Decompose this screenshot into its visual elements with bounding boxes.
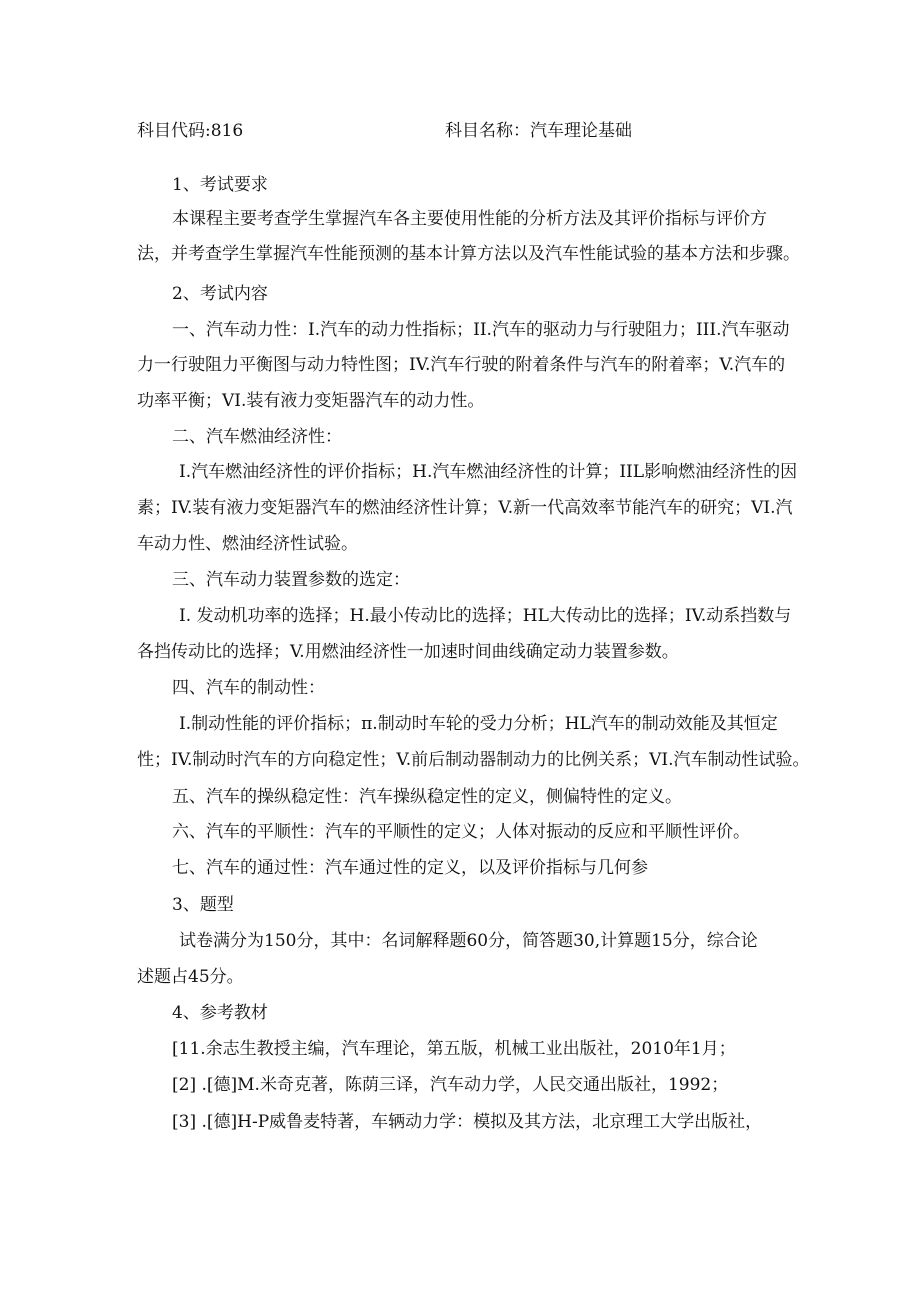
section-heading: 4、参考教材 xyxy=(172,1003,268,1023)
paragraph-line: 六、汽车的平顺性：汽车的平顺性的定义；人体对振动的反应和平顺性评价。 xyxy=(172,822,750,842)
subject-name: 科目名称：汽车理论基础 xyxy=(445,121,632,141)
reference-item: [2] .[德]M.米奇克著，陈荫三译，汽车动力学，人民交通出版社，1992； xyxy=(172,1075,729,1095)
paragraph-line: 一、汽车动力性：I.汽车的动力性指标；II.汽车的驱动力与行驶阻力；III.汽车驱动 xyxy=(172,320,790,340)
subsection-heading: 四、汽车的制动性： xyxy=(172,678,325,698)
subject-code: 科目代码:816 xyxy=(137,121,244,141)
paragraph-line: 车动力性、燃油经济性试验。 xyxy=(137,534,358,554)
paragraph-line: 性；IV.制动时汽车的方向稳定性；V.前后制动器制动力的比例关系；VI.汽车制动性试验。 xyxy=(137,750,810,770)
paragraph-line: 本课程主要考查学生掌握汽车各主要使用性能的分析方法及其评价指标与评价方 xyxy=(172,209,767,229)
reference-item: [11.余志生教授主编，汽车理论，第五版，机械工业出版社，2010年1月； xyxy=(172,1039,736,1059)
paragraph-line: 力一行驶阻力平衡图与动力特性图；IV.汽车行驶的附着条件与汽车的附着率；V.汽车的 xyxy=(137,355,786,375)
paragraph-line: 七、汽车的通过性：汽车通过性的定义，以及评价指标与几何参 xyxy=(172,858,648,878)
paragraph-line: 功率平衡；VI.装有液力变矩器汽车的动力性。 xyxy=(137,391,485,411)
section-heading: 1、考试要求 xyxy=(172,175,268,195)
paragraph-line: 素；IV.装有液力变矩器汽车的燃油经济性计算；V.新一代高效率节能汽车的研究；VI.汽 xyxy=(137,498,793,518)
section-heading: 2、考试内容 xyxy=(172,284,268,304)
paragraph-line: 五、汽车的操纵稳定性：汽车操纵稳定性的定义，侧偏特性的定义。 xyxy=(172,787,682,807)
reference-item: [3] .[德]H-P威鲁麦特著，车辆动力学：模拟及其方法，北京理工大学出版社， xyxy=(172,1112,763,1132)
paragraph-line: 法，并考查学生掌握汽车性能预测的基本计算方法以及汽车性能试验的基本方法和步骤。 xyxy=(137,244,800,264)
section-heading: 3、题型 xyxy=(172,895,234,915)
paragraph-line: 述题占45分。 xyxy=(137,967,244,987)
paragraph-line: I. 发动机功率的选择；H.最小传动比的选择；HL大传动比的选择；IV.动系挡数与 xyxy=(179,606,792,626)
paragraph-line: 各挡传动比的选择；V.用燃油经济性一加速时间曲线确定动力装置参数。 xyxy=(137,642,679,662)
paragraph-line: 试卷满分为150分，其中：名词解释题60分，简答题30,计算题15分，综合论 xyxy=(179,931,758,951)
subsection-heading: 二、汽车燃油经济性： xyxy=(172,427,342,447)
subsection-heading: 三、汽车动力装置参数的选定： xyxy=(172,570,410,590)
paragraph-line: I.汽车燃油经济性的评价指标；H.汽车燃油经济性的计算；IIL影响燃油经济性的因 xyxy=(179,462,798,482)
paragraph-line: I.制动性能的评价指标；π.制动时车轮的受力分析；HL汽车的制动效能及其恒定 xyxy=(179,714,778,734)
